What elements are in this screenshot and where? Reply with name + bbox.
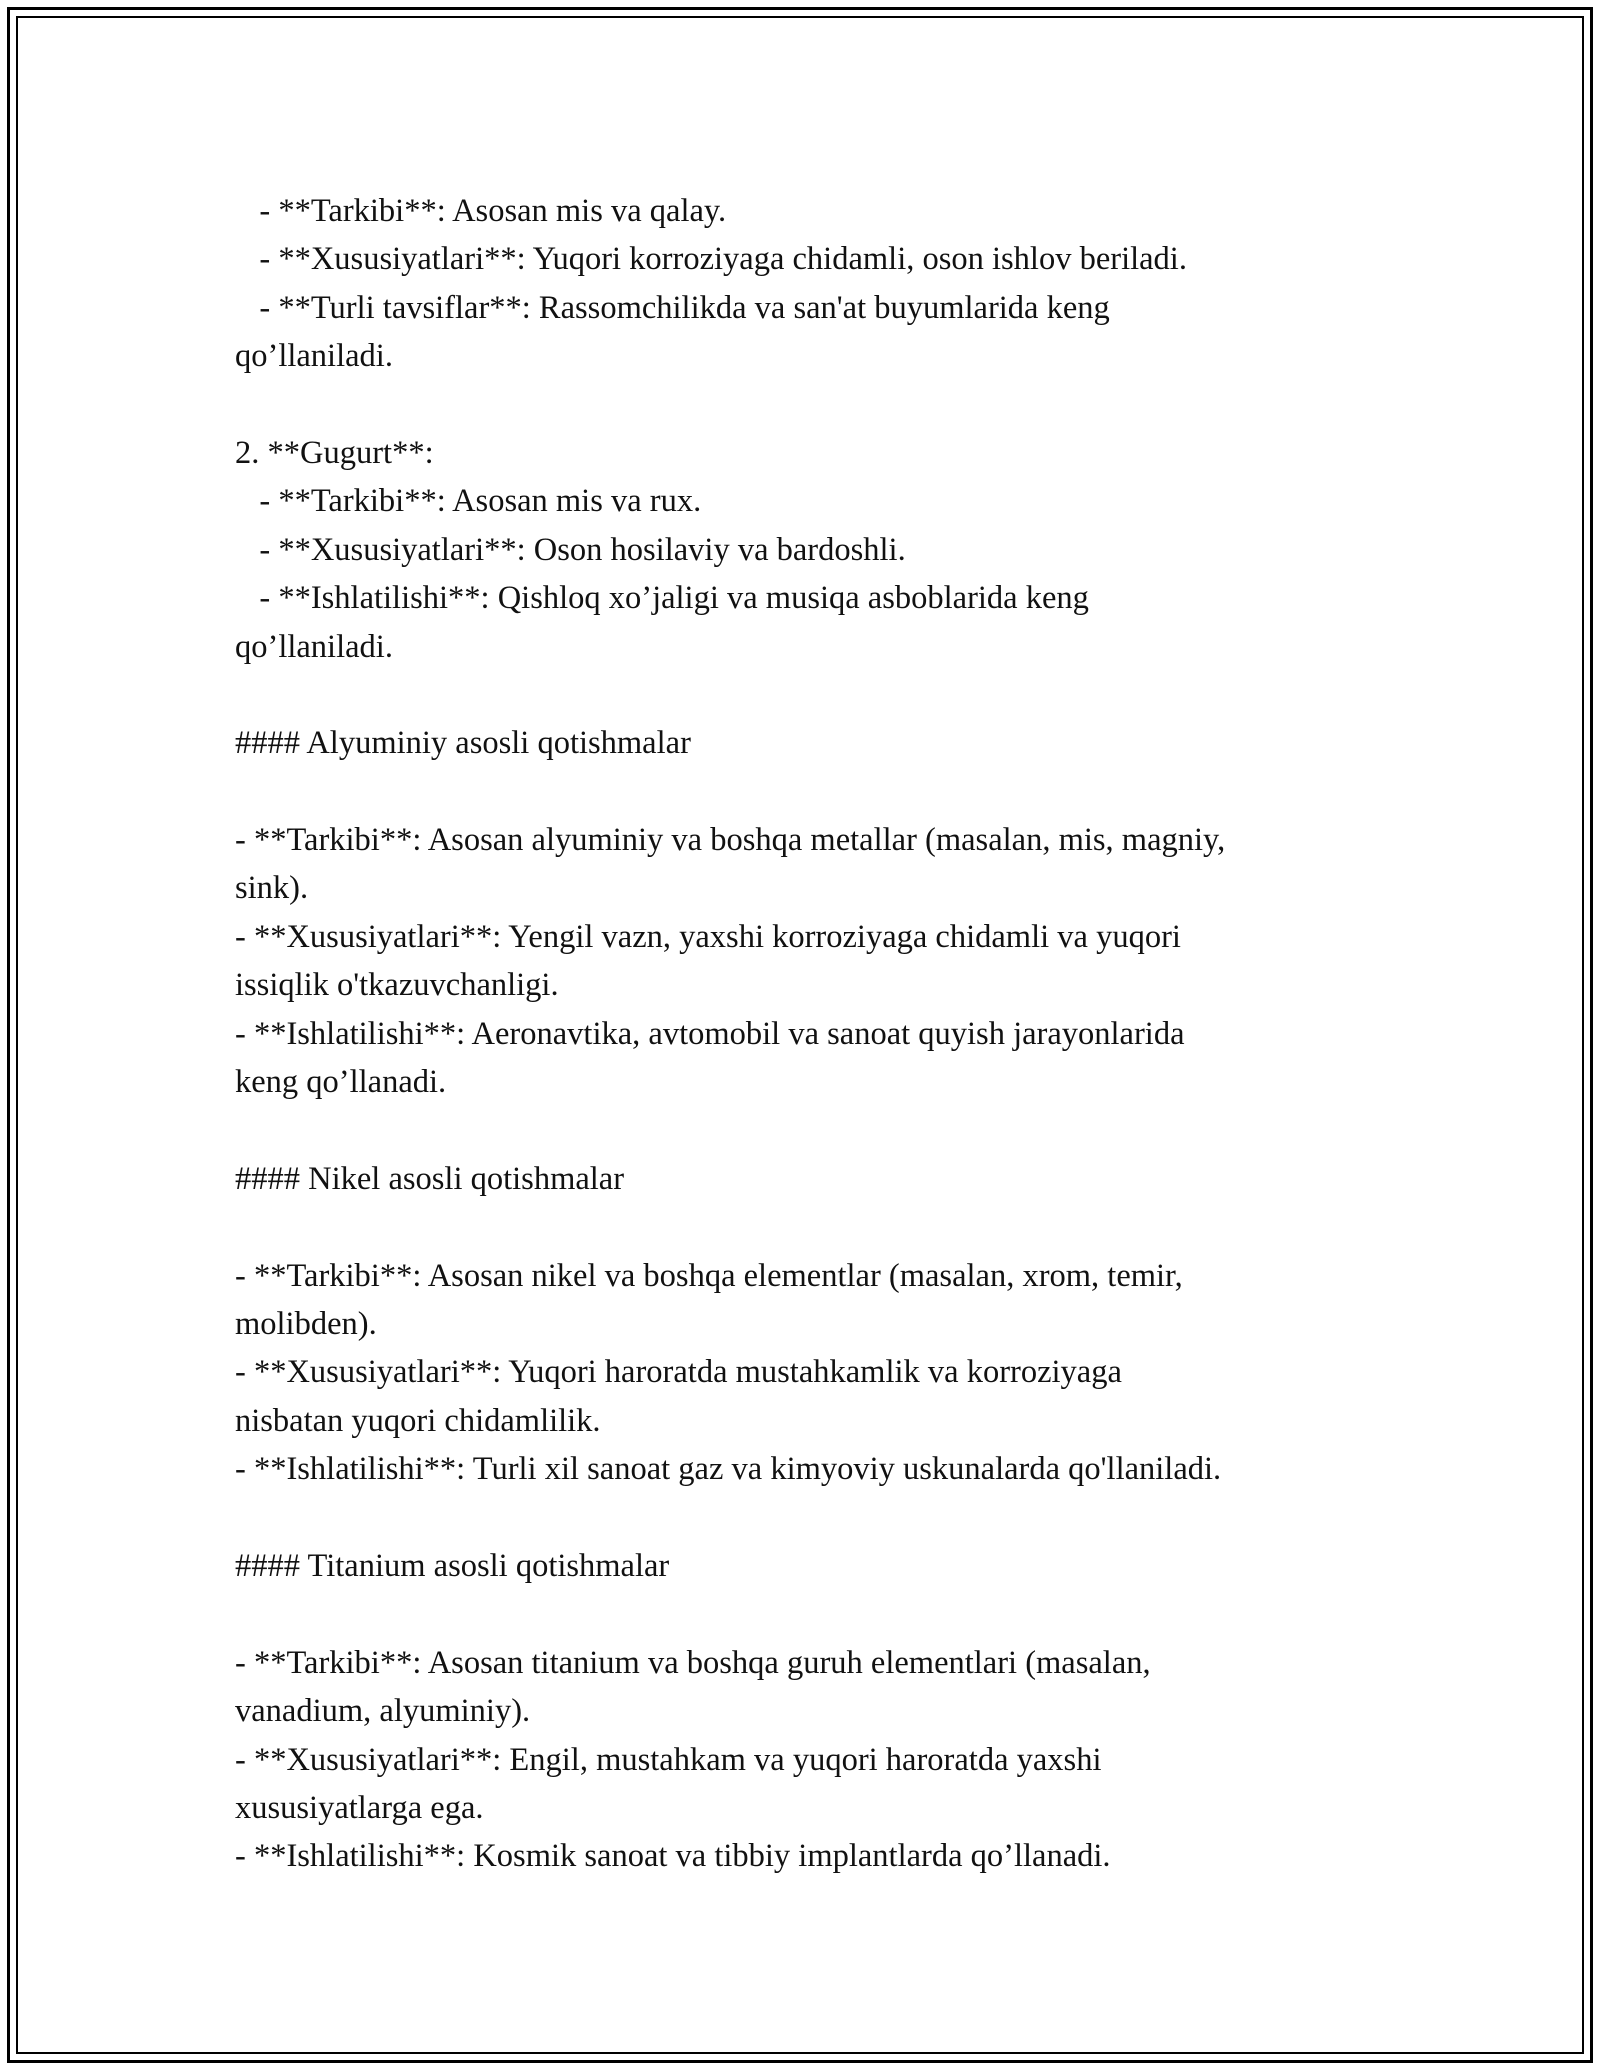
aluminium-properties-continued: issiqlik o'tkazuvchanligi. — [235, 967, 559, 1004]
document-body — [235, 187, 1375, 1881]
aluminium-usage-continued: keng qo’llanadi. — [235, 1064, 447, 1101]
bronze-properties: - **Xususiyatlari**: Yuqori korroziyaga chidamli, oson ishlov beriladi. — [235, 241, 1187, 278]
nickel-composition: - **Tarkibi**: Asosan nikel va boshqa elementlar (masalan, xrom, temir, — [235, 1257, 1183, 1294]
nickel-composition-continued: molibden). — [235, 1305, 377, 1342]
brass-properties: - **Xususiyatlari**: Oson hosilaviy va bardoshli. — [235, 531, 906, 568]
titanium-properties-continued: xususiyatlarga ega. — [235, 1789, 484, 1826]
nickel-heading: #### Nikel asosli qotishmalar — [235, 1160, 625, 1197]
aluminium-composition: - **Tarkibi**: Asosan alyuminiy va boshqa metallar (masalan, mis, magniy, — [235, 822, 1226, 859]
aluminium-properties: - **Xususiyatlari**: Yengil vazn, yaxshi korroziyaga chidamli va yuqori — [235, 918, 1181, 955]
bronze-usage-continued: qo’llaniladi. — [235, 338, 393, 375]
nickel-properties: - **Xususiyatlari**: Yuqori haroratda mustahkamlik va korroziyaga — [235, 1354, 1122, 1391]
spacer — [235, 381, 1375, 429]
titanium-usage: - **Ishlatilishi**: Kosmik sanoat va tibbiy implantlarda qo’llanadi. — [235, 1838, 1111, 1875]
bronze-usage: - **Turli tavsiflar**: Rassomchilikda va san'at buyumlarida keng — [235, 289, 1110, 326]
spacer — [235, 1203, 1375, 1251]
nickel-usage: - **Ishlatilishi**: Turli xil sanoat gaz va kimyoviy uskunalarda qo'llaniladi. — [235, 1451, 1222, 1488]
nickel-properties-continued: nisbatan yuqori chidamlilik. — [235, 1402, 601, 1439]
brass-usage-continued: qo’llaniladi. — [235, 628, 393, 665]
brass-usage: - **Ishlatilishi**: Qishloq xo’jaligi va musiqa asboblarida keng — [235, 580, 1089, 617]
titanium-heading: #### Titanium asosli qotishmalar — [235, 1547, 670, 1584]
brass-composition: - **Tarkibi**: Asosan mis va rux. — [235, 483, 702, 520]
bronze-composition: - **Tarkibi**: Asosan mis va qalay. — [235, 193, 727, 229]
spacer — [235, 768, 1375, 816]
spacer — [235, 1106, 1375, 1154]
aluminium-composition-continued: sink). — [235, 870, 309, 907]
aluminium-heading: #### Alyuminiy asosli qotishmalar — [235, 725, 691, 762]
spacer — [235, 1590, 1375, 1638]
spacer — [235, 671, 1375, 719]
brass-heading: 2. **Gugurt**: — [235, 434, 434, 471]
titanium-composition-continued: vanadium, alyuminiy). — [235, 1693, 531, 1730]
titanium-composition: - **Tarkibi**: Asosan titanium va boshqa guruh elementlari (masalan, — [235, 1644, 1151, 1681]
aluminium-usage: - **Ishlatilishi**: Aeronavtika, avtomobil va sanoat quyish jarayonlarida — [235, 1015, 1185, 1052]
titanium-properties: - **Xususiyatlari**: Engil, mustahkam va yuqori haroratda yaxshi — [235, 1741, 1102, 1778]
spacer — [235, 1494, 1375, 1542]
